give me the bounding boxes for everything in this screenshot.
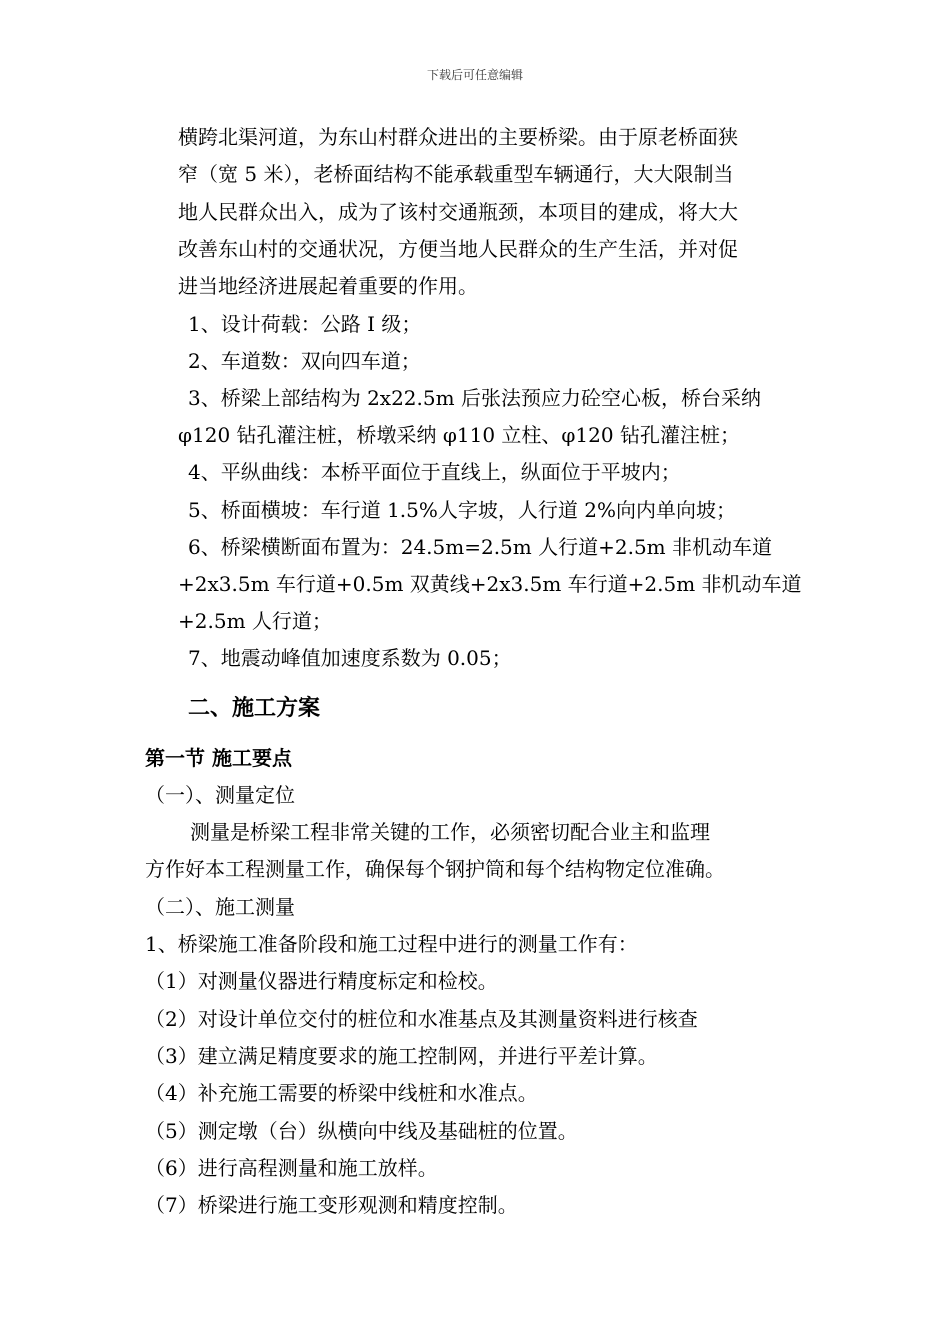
part2-item: （7）桥梁进行施工变形观测和精度控制。 [145, 1193, 518, 1217]
part2-item: （5）测定墩（台）纵横向中线及基础桩的位置。 [145, 1119, 578, 1143]
part2-item: （1）对测量仪器进行精度标定和检校。 [145, 969, 498, 993]
spec-item: 6、桥梁横断面布置为：24.5m=2.5m 人行道+2.5m 非机动车道 [188, 535, 772, 559]
subsection-title: 第一节 施工要点 [145, 746, 292, 770]
part1-body-line: 测量是桥梁工程非常关键的工作，必须密切配合业主和监理 [190, 820, 710, 844]
spec-item: 3、桥梁上部结构为 2x22.5m 后张法预应力砼空心板，桥台采纳 [188, 386, 761, 410]
spec-item: 5、桥面横坡：车行道 1.5%人字坡，人行道 2%向内单向坡； [188, 498, 736, 522]
section-title: 二、施工方案 [188, 695, 321, 721]
part1-title: （一）、测量定位 [145, 783, 295, 807]
intro-line: 横跨北渠河道，为东山村群众进出的主要桥梁。由于原老桥面狭 [178, 125, 738, 149]
spec-item: 4、平纵曲线：本桥平面位于直线上，纵面位于平坡内； [188, 460, 681, 484]
intro-line: 地人民群众出入，成为了该村交通瓶颈，本项目的建成，将大大 [178, 200, 738, 224]
part2-item: （6）进行高程测量和施工放样。 [145, 1156, 438, 1180]
spec-item: 7、地震动峰值加速度系数为 0.05； [188, 646, 512, 670]
intro-line: 改善东山村的交通状况，方便当地人民群众的生产生活，并对促 [178, 237, 738, 261]
part2-title: （二）、施工测量 [145, 895, 295, 919]
page-header: 下载后可任意编辑 [426, 68, 523, 82]
intro-line: 窄（宽 5 米），老桥面结构不能承载重型车辆通行，大大限制当 [178, 162, 734, 186]
intro-line: 进当地经济进展起着重要的作用。 [178, 274, 478, 298]
spec-item: 1、设计荷载：公路 I 级； [188, 312, 422, 336]
part1-body-line: 方作好本工程测量工作，确保每个钢护筒和每个结构物定位准确。 [145, 857, 725, 881]
part2-item: （3）建立满足精度要求的施工控制网，并进行平差计算。 [145, 1044, 658, 1068]
spec-item: φ120 钻孔灌注桩，桥墩采纳 φ110 立柱、φ120 钻孔灌注桩； [178, 423, 740, 447]
spec-item: +2x3.5m 车行道+0.5m 双黄线+2x3.5m 车行道+2.5m 非机动车道 [178, 572, 802, 596]
part2-intro: 1、桥梁施工准备阶段和施工过程中进行的测量工作有： [145, 932, 638, 956]
spec-item: 2、车道数：双向四车道； [188, 349, 421, 373]
part2-item: （2）对设计单位交付的桩位和水准基点及其测量资料进行核查 [145, 1007, 698, 1031]
spec-item: +2.5m 人行道； [178, 609, 332, 633]
part2-item: （4）补充施工需要的桥梁中线桩和水准点。 [145, 1081, 538, 1105]
